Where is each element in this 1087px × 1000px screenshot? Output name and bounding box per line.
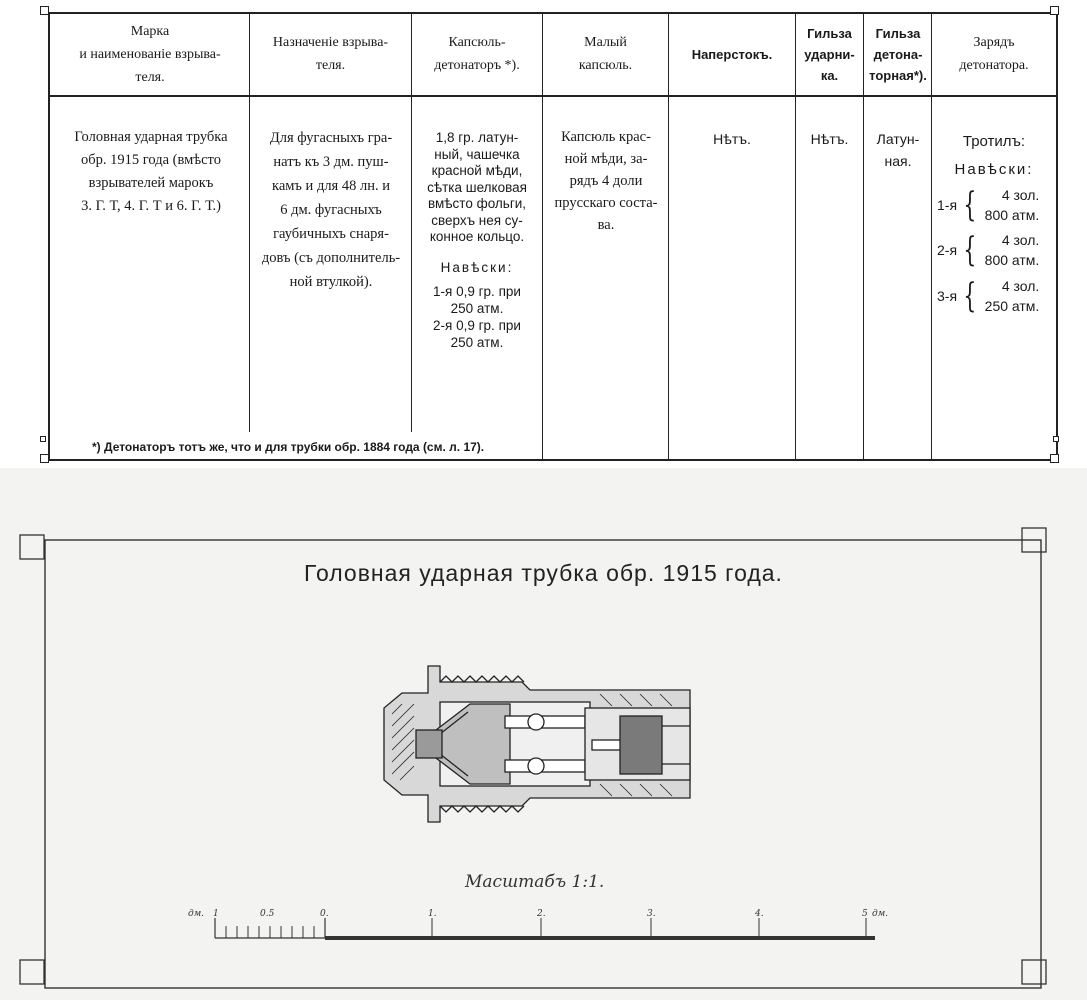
charge-weight: 4 зол. [1001,278,1040,294]
cell-striker-sleeve: Нѣтъ. [810,131,849,147]
ruler-unit-right: дм. [872,909,889,919]
charge-entry-number: 2-я [937,242,958,258]
header-small-cap: Малый капсюль. [578,35,633,73]
charge-entry-number: 1-я [937,197,958,213]
header-charge: Зарядъ детонатора. [959,35,1029,73]
header-purpose: Назначеніе взрыва- теля. [272,35,389,73]
charge-pressure: 250 атм. [984,298,1040,314]
drawing-title: Головная ударная трубка обр. 1915 года. [304,560,783,586]
table-top-border [48,12,1058,14]
table-right-border [1056,12,1058,461]
ruler-tick-label: 1 [213,909,219,919]
corner-mark [40,454,49,463]
charge-entry [937,185,1039,225]
cell-thimble: Нѣтъ. [713,131,751,147]
brace-glyph: { [963,276,977,316]
cell-charge-title: Тротилъ: [962,133,1026,150]
cell-detonator-weigh-title: Навѣски: [440,260,514,275]
brace-glyph: { [963,185,977,225]
header-striker-sleeve: Гильза ударни- ка. [804,25,855,83]
footnote: *) Детонаторъ тотъ же, что и для трубки обр. 1884 года (см. л. 17). [92,440,485,454]
cell-detonator-cap: 1,8 гр. латун- ный, чашечка красной мѣди, сѣтка шелковая вмѣсто фольги, сверхъ нея су- конное кольцо. [427,130,527,244]
cell-purpose: Для фугасныхъ гра- натъ къ 3 дм. пуш- камъ и для 48 лн. и 6 дм. фугасныхъ гаубичныхъ снаря- довъ (съ дополнитель- ной втулкой). [261,130,401,290]
corner-mark [20,960,44,984]
charge-entry-values [985,276,1040,316]
charge-entry-values [985,230,1040,270]
charge-pressure: 800 атм. [984,252,1040,268]
header-thimble: Наперстокъ. [691,46,773,62]
charge-entry-number: 3-я [937,288,958,304]
ruler-tick-label: 0. [320,909,329,919]
drawing-frame [0,468,1087,1000]
cell-name: Головная ударная трубка обр. 1915 года (вмѣсто взрывателей марокъ 3. Г. Т, 4. Г. Т и 6. Г. Т.) [74,129,228,214]
ruler-tick-label: 4. [755,909,764,919]
charge-weight: 4 зол. [1001,232,1040,248]
corner-mark [1022,960,1046,984]
header-detonator-sleeve: Гильза детона- торная*). [869,25,927,83]
corner-mark [1050,6,1059,15]
cell-detonator-weighs: 1-я 0,9 гр. при 250 атм. 2-я 0,9 гр. при 250 атм. [433,284,521,350]
corner-mark [40,436,46,442]
cell-charge-weigh-title: Навѣски: [954,161,1034,178]
drawing-sheet [0,468,1087,1000]
charge-pressure: 800 атм. [984,207,1040,223]
ruler-tick-label: 5 [862,909,868,919]
brace-glyph: { [963,230,977,270]
header-separator [48,95,1058,97]
scale-ruler [188,909,888,940]
fuze-cross-section [384,666,690,822]
corner-mark [40,6,49,15]
table-left-border [48,12,50,461]
ruler-tick-label: 0.5 [260,909,275,919]
ruler-tick-label: 1. [428,909,437,919]
charge-entry [937,276,1039,316]
ruler-unit-left: дм. [188,909,205,919]
table-sheet [0,0,1087,468]
charge-weight: 4 зол. [1001,187,1040,203]
corner-mark [1053,436,1059,442]
ruler-tick-label: 2. [537,909,546,919]
table-bottom-border [48,459,1058,461]
header-mark-name: Марка и наименованіе взрыва- теля. [79,23,221,85]
cell-detonator-sleeve: Латун- ная. [876,131,920,169]
scale-label: Масштабъ 1:1. [465,872,605,892]
charge-entry-values [985,185,1040,225]
cell-small-cap: Капсюль крас- ной мѣди, за- рядъ 4 доли прусскаго соста- ва. [554,129,658,233]
corner-mark [20,535,44,559]
header-detonator-cap: Капсюль- детонаторъ *). [434,35,520,73]
charge-entry [937,230,1039,270]
corner-mark [1050,454,1059,463]
ruler-tick-label: 3. [647,909,656,919]
